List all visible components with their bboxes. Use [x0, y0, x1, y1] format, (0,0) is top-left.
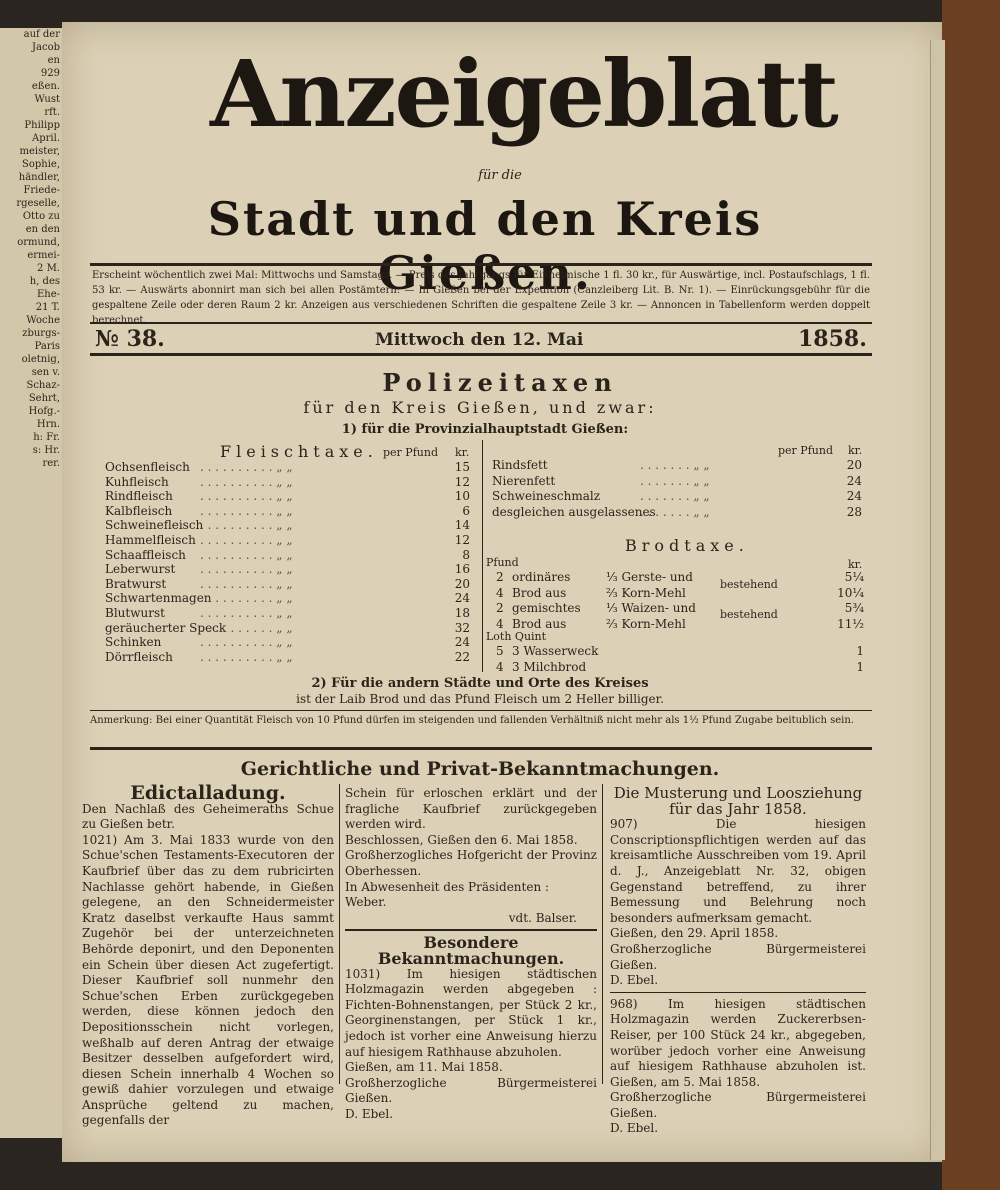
dot-leader: . . . . . . . . . . „ „	[200, 503, 293, 518]
left-page-fragment: oletnig,	[21, 354, 60, 365]
left-page-edge	[0, 28, 66, 1138]
divider	[90, 353, 872, 356]
dot-leader: . . . . . . . . . . „ „	[200, 620, 293, 635]
police-city-heading: 1) für die Provinzialhauptstadt Gießen:	[341, 422, 629, 437]
bread-weight: 4	[496, 585, 504, 600]
notice-continuation: Schein für erloschen erklärt und der fragliche Kaufbrief zurückgegeben werden wird.	[345, 786, 597, 832]
bread-weight: 2	[496, 570, 504, 584]
kr-label: kr.	[455, 446, 470, 459]
notice-place-date: Beschlossen, Gießen den 6. Mai 1858.	[345, 832, 578, 847]
bread-kind: Brod aus	[512, 616, 567, 631]
fat-price: 20	[846, 458, 862, 472]
dot-leader: . . . . . . . . . . „ „	[200, 635, 293, 650]
masthead-fuer-die: für die	[478, 168, 522, 183]
dot-leader: . . . . . . . . . . „ „	[200, 460, 293, 474]
left-page-fragment: sen v.	[31, 367, 60, 378]
left-page-fragment: auf der	[23, 29, 60, 40]
left-page-fragment: zburgs-	[22, 328, 60, 339]
book-spine	[942, 0, 1000, 1190]
bread-kind: 3 Wasserweck	[512, 644, 599, 659]
meat-name: Schinken	[105, 635, 162, 650]
bread-bestehend: bestehend	[720, 578, 778, 591]
fat-price: 28	[846, 504, 862, 519]
edictalladung-body: 1021) Am 3. Mai 1833 wurde von den Schue'schen Testaments-Executoren der Kaufbrief über das zu dem rubricirten Nachlasse gehört habende, in Gießen gelegene, an den Schneidermeister Kratz daselbst verkaufte Haus sammt Zugehör bei der unterzeichneten Behörde deponirt, und den Deponenten ein Schein über diesen Act zugefertigt. Dieser Kaufbrief soll nunmehr den Schue'schen Erben zurückgegeben werden, diese können jedoch den Depositionsschein nicht vorlegen, weßhalb auf deren Antrag der etwaige Besitzer desselben aufgefordert wird, diesen Schein innerhalb 4 Wochen so gewiß dahier vorzulegen und etwaige Ansprüche geltend zu machen, gegenfalls der	[82, 832, 334, 1128]
bread-weight: 2	[496, 601, 504, 616]
left-page-fragment: 21 T.	[35, 302, 60, 313]
wood-notice-signature: D. Ebel.	[610, 1121, 659, 1136]
meat-name: Kuhfleisch	[105, 474, 169, 489]
left-page-fragment: eßen.	[31, 81, 60, 92]
dot-leader: . . . . . . . . . . „ „	[200, 474, 293, 489]
notice-column-3	[610, 786, 866, 1137]
left-page-fragment: en den	[25, 224, 60, 235]
issue-date: Mittwoch den 12. Mai	[375, 330, 584, 350]
left-page-fragment: en	[47, 55, 60, 66]
divider	[90, 710, 872, 711]
dot-leader: . . . . . . . . . . „ „	[200, 489, 293, 504]
dot-leader: . . . . . . . . . . „ „	[200, 591, 293, 606]
fat-name: desgleichen ausgelassenes	[492, 504, 656, 519]
meat-price: 20	[454, 576, 470, 591]
meat-name: Bratwurst	[105, 576, 167, 591]
bread-kind: Brod aus	[512, 585, 567, 600]
bread-kind: ordinäres	[512, 570, 571, 584]
bread-price: 1	[856, 660, 864, 674]
fat-price: 24	[846, 489, 862, 504]
left-page-fragment: Wust	[34, 94, 60, 105]
bread-price: 5¾	[844, 601, 864, 616]
meat-price: 24	[454, 635, 470, 650]
meat-price: 18	[454, 606, 470, 620]
bread-price: 5¼	[844, 570, 864, 584]
left-page-fragment: Hofg.-	[28, 406, 60, 417]
dot-leader: . . . . . . . „ „	[640, 473, 710, 488]
fat-price: 24	[846, 473, 862, 488]
left-page-fragment: rgeselle,	[16, 198, 60, 209]
left-page-fragment: Philipp	[24, 120, 60, 131]
edictalladung-title: Edictalladung.	[130, 782, 286, 804]
per-pfund-label: per Pfund	[383, 446, 438, 459]
fat-name: Rindsfett	[492, 458, 548, 472]
dot-leader: . . . . . . . „ „	[640, 458, 710, 472]
left-page-fragment: Ehe-	[36, 289, 60, 300]
meat-price: 24	[454, 591, 470, 606]
meat-name: Leberwurst	[105, 562, 176, 577]
bread-weight: 4	[496, 616, 504, 631]
left-page-fragment: ormund,	[17, 237, 60, 248]
meat-price: 15	[454, 460, 470, 474]
left-page-fragment: Sophie,	[21, 159, 60, 170]
notice-court: Großherzogliches Hofgericht der Provinz Oberhessen.	[345, 848, 597, 878]
divider	[90, 747, 872, 750]
left-page-fragment: Otto zu	[22, 211, 60, 222]
left-page-fragment: Paris	[34, 341, 60, 352]
notice-column-1	[82, 782, 334, 1129]
left-page-fragment: h, des	[29, 276, 60, 287]
special-notices-signature: D. Ebel.	[345, 1106, 394, 1121]
left-page-fragment: Woche	[26, 315, 60, 326]
meat-name: Schweinefleisch	[105, 518, 204, 533]
kr-label: kr.	[848, 444, 863, 457]
meat-price: 12	[454, 533, 470, 547]
meat-price: 10	[454, 489, 470, 504]
other-towns-heading: 2) Für die andern Städte und Orte des Kreises	[311, 676, 649, 691]
conscription-title: Die Musterung und Loosziehung für das Jahr 1858.	[613, 784, 863, 818]
meat-price: 32	[454, 620, 470, 635]
wood-notice-authority: Großherzogliche Bürgermeisterei Gießen.	[610, 1090, 866, 1120]
bread-weight: 5	[496, 644, 504, 659]
conscription-authority: Großherzogliche Bürgermeisterei Gießen.	[610, 941, 866, 972]
police-heading: Polizeitaxen	[382, 368, 618, 397]
dot-leader: . . . . . . . . . . „ „	[200, 562, 293, 577]
page-stack-edge	[930, 40, 945, 1160]
conscription-signature: D. Ebel.	[610, 973, 659, 988]
bread-pfund-label: Pfund	[486, 556, 519, 569]
meat-name: Hammelfleisch	[105, 533, 196, 547]
left-page-fragment: April.	[32, 133, 60, 144]
left-page-fragment: s: Hr.	[32, 445, 60, 456]
meat-tax-title: Fleischtaxe.	[220, 442, 378, 461]
meat-name: Schwartenmagen	[105, 591, 212, 606]
police-subheading: für den Kreis Gießen, und zwar:	[303, 398, 657, 417]
divider	[90, 322, 872, 324]
bread-price: 10¼	[837, 585, 864, 600]
dot-leader: . . . . . . . . . . „ „	[200, 547, 293, 562]
meat-name: Schaaffleisch	[105, 547, 186, 562]
meat-name: Rindfleisch	[105, 489, 173, 504]
dot-leader: . . . . . . . . . . „ „	[200, 576, 293, 591]
bread-price: 1	[856, 644, 864, 659]
special-notices-date: Gießen, am 11. Mai 1858.	[345, 1060, 503, 1075]
bread-loth-label: Loth Quint	[486, 630, 547, 643]
left-page-fragment: ermei-	[27, 250, 60, 261]
conscription-date: Gießen, den 29. April 1858.	[610, 926, 779, 941]
divider	[90, 263, 872, 266]
left-page-fragment: rer.	[42, 458, 60, 469]
left-page-fragment: Hrn.	[36, 419, 60, 430]
bread-bestehend: bestehend	[720, 608, 778, 621]
fat-name: Schweineschmalz	[492, 489, 601, 504]
left-page-fragment: 929	[40, 68, 60, 79]
bread-kind: 3 Milchbrod	[512, 660, 587, 674]
special-notices-authority: Großherzogliche Bürgermeisterei Gießen.	[345, 1075, 597, 1106]
dot-leader: . . . . . . . . . . „ „	[200, 606, 293, 620]
wood-notice-body: 968) Im hiesigen städtischen Holzmagazin werden Zuckererbsen-Reiser, per 100 Stück 24 kr., abgegeben, worüber jedoch vorher eine Anweisung auf hiesigem Rathhause abzuholen ist. Gießen, am 5. Mai 1858.	[610, 996, 866, 1089]
bread-price: 11½	[837, 616, 864, 631]
notice-absent: In Abwesenheit des Präsidenten :	[345, 879, 550, 894]
dot-leader: . . . . . . . „ „	[640, 489, 710, 504]
meat-name: Kalbfleisch	[105, 503, 173, 518]
kr-label: kr.	[848, 558, 863, 571]
notice-column-2	[345, 786, 597, 1122]
meat-price: 6	[462, 503, 470, 518]
column-divider	[339, 784, 340, 1084]
meat-name: Blutwurst	[105, 606, 165, 620]
left-page-fragment: rft.	[44, 107, 60, 118]
meat-price: 8	[462, 547, 470, 562]
meat-price: 12	[454, 474, 470, 489]
bread-weight: 4	[496, 660, 504, 674]
meat-price: 22	[454, 649, 470, 664]
left-page-fragment: Jacob	[32, 42, 60, 53]
left-page-fragment: meister,	[19, 146, 60, 157]
bread-tax-title: Brodtaxe.	[625, 536, 749, 555]
left-page-fragment: 2 M.	[37, 263, 60, 274]
meat-name: Dörrfleisch	[105, 649, 173, 664]
bread-kind: gemischtes	[512, 601, 581, 616]
table-divider	[482, 440, 483, 672]
special-notices-body: 1031) Im hiesigen städtischen Holzmagazin werden abgegeben : Fichten-Bohnenstangen, per Stück 2 kr., Georginenstangen, per Stück 1 kr., jedoch ist vorher eine Anweisung hierzu auf hiesigem Rathhause abzuholen.	[345, 966, 597, 1059]
special-notices-title: Besondere Bekanntmachungen.	[377, 933, 565, 968]
bread-mix: ⅔ Korn-Mehl	[606, 616, 686, 631]
left-page-fragment: Friede-	[23, 185, 60, 196]
dot-leader: . . . . . . . . . . „ „	[200, 518, 293, 533]
meat-price: 14	[454, 518, 470, 533]
notice-signature: vdt. Balser.	[508, 910, 577, 925]
dot-leader: . . . . . . . . . . „ „	[200, 533, 293, 547]
edictalladung-lead: Den Nachlaß des Geheimeraths Schue zu Gießen betr.	[82, 801, 334, 832]
notice-signature: Weber.	[345, 895, 387, 910]
left-page-fragment: Schaz-	[26, 380, 60, 391]
notices-heading: Gerichtliche und Privat-Bekanntmachungen.	[240, 758, 720, 780]
other-towns-text: ist der Laib Brod und das Pfund Fleisch um 2 Heller billiger.	[296, 692, 664, 706]
meat-name: Ochsenfleisch	[105, 460, 190, 474]
issue-number: № 38.	[95, 326, 165, 352]
per-pfund-label: per Pfund	[778, 444, 833, 457]
masthead-subtitle: Stadt und den Kreis Gießen.	[207, 192, 763, 300]
left-page-fragment: händler,	[18, 172, 60, 183]
left-page-fragment: h: Fr.	[33, 432, 60, 443]
subscription-terms: Erscheint wöchentlich zwei Mal: Mittwochs und Samstags. — Preis des Jahrgangs für Einheimische 1 fl. 30 kr., für Auswärtige, incl. Postaufschlags, 1 fl. 53 kr. — Auswärts abonnirt man sich bei allen Postämtern. — In Gießen bei der Expedition (Canzleiberg Lit. B. Nr. 1). — Einrückungsgebühr für die gespaltene Zeile oder deren Raum 2 kr. Anzeigen aus verschiedenen Schriften die gespaltene Zeile 3 kr. — Annoncen in Tabellenform werden doppelt berechnet.	[92, 270, 870, 326]
column-divider	[602, 784, 603, 1084]
bread-mix: ⅓ Waizen- und	[606, 601, 696, 616]
bread-mix: ⅔ Korn-Mehl	[606, 585, 686, 600]
left-page-fragment: Sehrt,	[28, 393, 60, 404]
dot-leader: . . . . . . . „ „	[640, 504, 710, 519]
bread-mix: ⅓ Gerste- und	[606, 570, 693, 584]
dot-leader: . . . . . . . . . . „ „	[200, 649, 293, 664]
issue-year: 1858.	[798, 326, 867, 352]
masthead-title: Anzeigeblatt	[210, 40, 837, 148]
meat-price: 16	[454, 562, 470, 577]
police-note: Anmerkung: Bei einer Quantität Fleisch von 10 Pfund dürfen im steigenden und fallenden Verhältniß nicht mehr als 1½ Pfund Zugabe beitublich sein.	[90, 715, 854, 726]
meat-name: geräucherter Speck	[105, 620, 227, 635]
conscription-body: 907) Die hiesigen Conscriptionspflichtigen werden auf das kreisamtliche Ausschreiben vom 19. April d. J., Anzeigeblatt Nr. 32, obigen Gegenstand betreffend, zu ihrer Bemessung und Belehrung noch besonders aufmerksam gemacht.	[610, 817, 866, 925]
fat-name: Nierenfett	[492, 473, 556, 488]
